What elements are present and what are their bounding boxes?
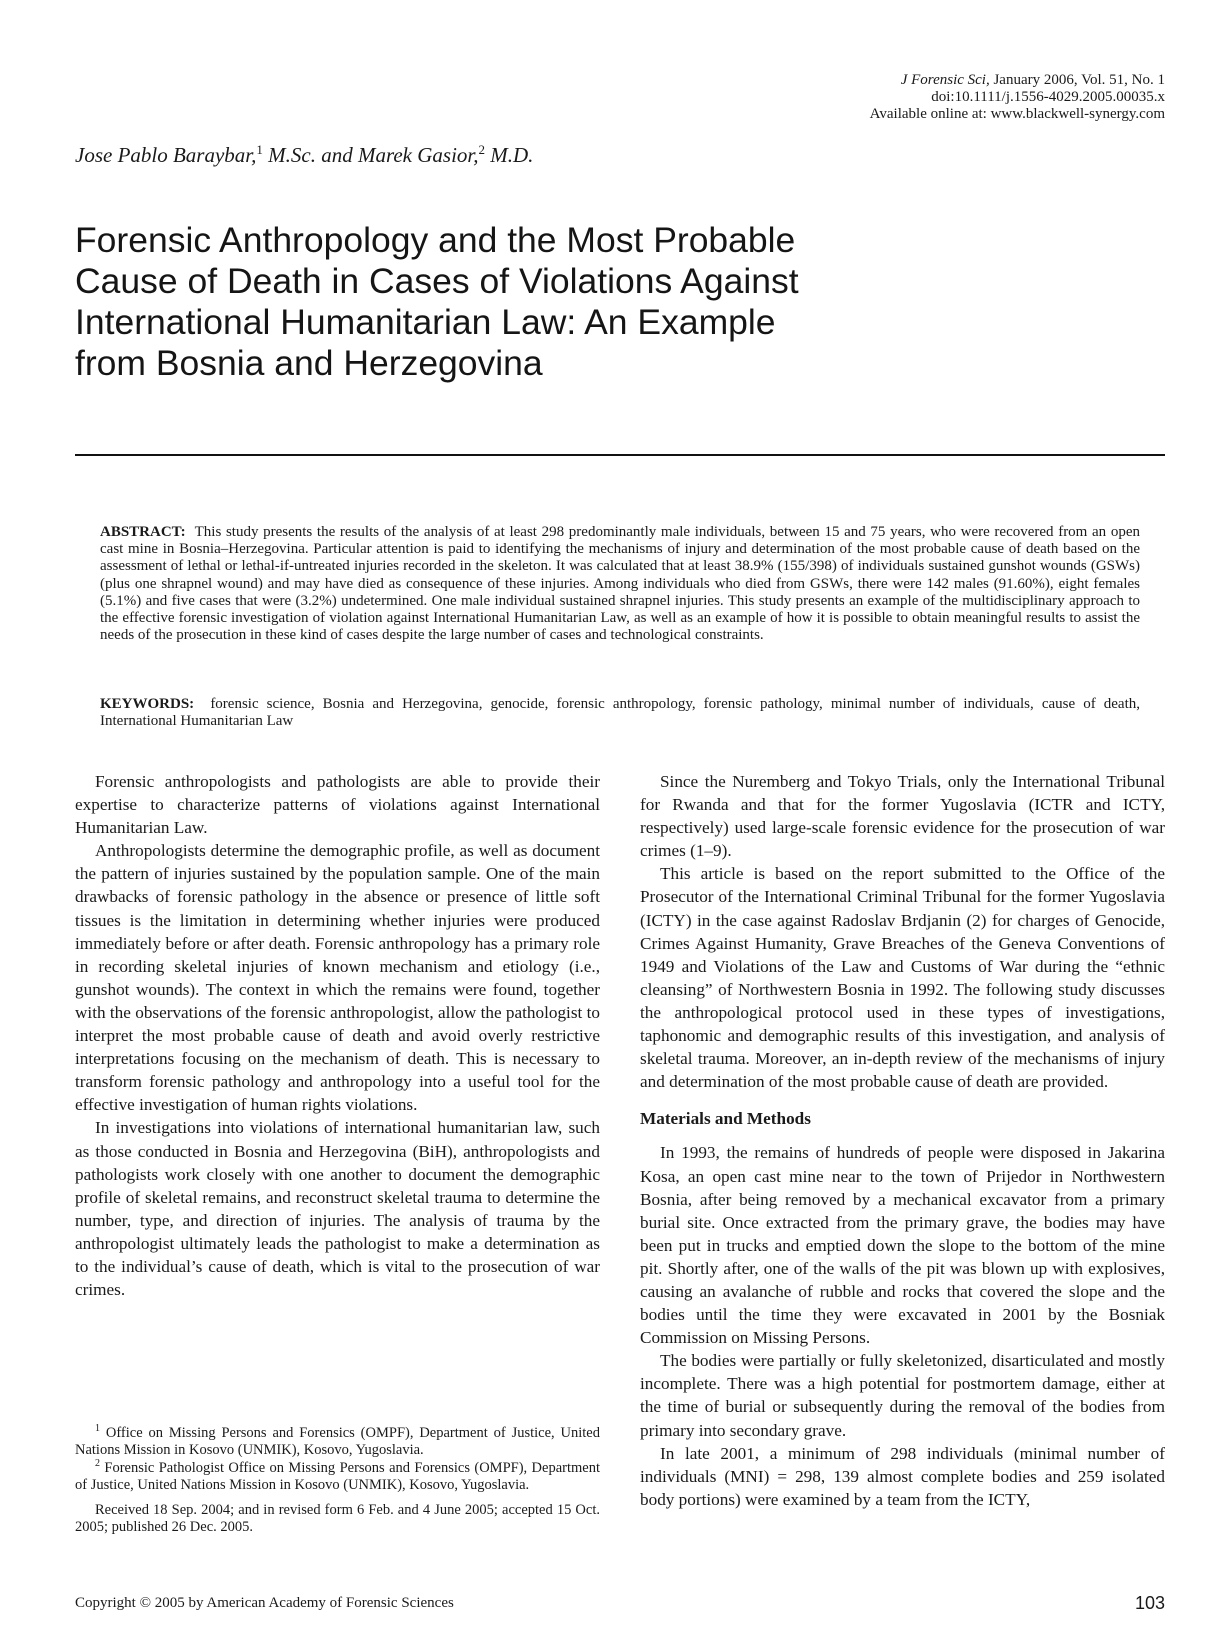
body-paragraph: In 1993, the remains of hundreds of people were disposed in Jakarina Kosa, an open cast mine near to the town of Prijedor in Northwestern Bosnia, after being removed by a mechanical excavator from a primary burial site. Once extracted from the primary grave, the bodies may have been put in trucks and emptied down the slope to the bottom of the mine pit. Shortly after, one of the walls of the pit was blown up with explosives, causing an avalanche of rubble and rocks that covered the slope and the bodies until the time they were excavated in 2001 by the Bosniak Commission on Missing Persons. bbox=[640, 1143, 1165, 1348]
keywords-label: KEYWORDS: bbox=[100, 696, 195, 712]
copyright-notice: Copyright © 2005 by American Academy of Forensic Sciences bbox=[75, 1595, 454, 1611]
author-1-degree: M.Sc. and Marek Gasior, bbox=[262, 143, 479, 167]
journal-availability: Available online at: www.blackwell-synergy.com bbox=[869, 106, 1165, 122]
footnotes bbox=[75, 1425, 600, 1537]
author-1-affiliation-mark: 1 bbox=[256, 142, 263, 157]
title-line: from Bosnia and Herzegovina bbox=[75, 343, 543, 383]
body-paragraph: The bodies were partially or fully skeletonized, disarticulated and mostly incomplete. There was a high potential for postmortem damage, either at the time of burial or subsequently during the removal of the bodies from primary into secondary grave. bbox=[640, 1351, 1165, 1440]
journal-header bbox=[665, 72, 1165, 123]
author-2-degree: M.D. bbox=[485, 143, 534, 167]
abstract-text: This study presents the results of the analysis of at least 298 predominantly male individuals, between 15 and 75 years, who were recovered from an open cast mine in Bosnia–Herzegovina. Particular attention is paid to identifying the mechanisms of injury and determination of the most probable cause of death based on the assessment of lethal or lethal-if-untreated injuries recorded in the skeleton. It was calculated that at least 38.9% (155/398) of individuals sustained gunshot wounds (GSWs) (plus one shrapnel wound) and may have died as consequence of these injuries. Among individuals who died from GSWs, there were 142 males (91.60%), eight females (5.1%) and five cases that were (3.2%) undetermined. One male individual sustained shrapnel injuries. This study presents an example of the multidisciplinary approach to the effective forensic investigation of violation against International Humanitarian Law, as well as an example of how it is possible to obtain meaningful results to assist the needs of the prosecution in these kind of cases despite the large number of cases and technological constraints. bbox=[100, 524, 1140, 644]
section-heading-materials-methods: Materials and Methods bbox=[640, 1109, 811, 1129]
body-paragraph: Anthropologists determine the demographic profile, as well as document the pattern of injuries sustained by the population sample. One of the main drawbacks of forensic pathology in the absence or presence of little soft tissues is the limitation in determining whether injuries were produced immediately before or after death. Forensic anthropology has a primary role in recording skeletal injuries of known mechanism and etiology (i.e., gunshot wounds). The context in which the remains were found, together with the observations of the forensic anthropologist, allow the pathologist to interpret the most probable cause of death and avoid overly restrictive interpretations focusing on the mechanism of death. This is necessary to transform forensic pathology and anthropology into a useful tool for the effective investigation of human rights violations. bbox=[75, 841, 600, 1115]
author-line bbox=[75, 143, 533, 168]
footnote-2 bbox=[75, 1457, 600, 1495]
author-1-name: Jose Pablo Baraybar, bbox=[75, 143, 257, 167]
keywords bbox=[100, 696, 1140, 730]
title-line: International Humanitarian Law: An Example bbox=[75, 302, 776, 342]
article-title bbox=[75, 220, 935, 384]
footnote-1-mark: 1 bbox=[95, 1423, 100, 1435]
title-line: Forensic Anthropology and the Most Probable bbox=[75, 220, 796, 260]
body-paragraph: This article is based on the report submitted to the Office of the Prosecutor of the International Criminal Tribunal for the former Yugoslavia (ICTY) in the case against Radoslav Brdjanin (2) for charges of Genocide, Crimes Against Humanity, Grave Breaches of the Geneva Conventions of 1949 and Violations of the Law and Customs of War during the “ethnic cleansing” of Northwestern Bosnia in 1992. The following study discusses the anthropological protocol used in these types of investigations, taphonomic and demographic results of this investigation, and analysis of skeletal trauma. Moreover, an in-depth review of the mechanisms of injury and determination of the most probable cause of death are provided. bbox=[640, 864, 1165, 1092]
journal-issue: January 2006, Vol. 51, No. 1 bbox=[989, 72, 1165, 88]
footnote-1-text: Office on Missing Persons and Forensics (OMPF), Department of Justice, United Nations Mission in Kosovo (UNMIK), Kosovo, Yugoslavia. bbox=[75, 1425, 600, 1459]
footnote-2-mark: 2 bbox=[95, 1457, 100, 1469]
journal-doi: doi:10.1111/j.1556-4029.2005.00035.x bbox=[931, 89, 1165, 105]
abstract-label: ABSTRACT: bbox=[100, 524, 186, 540]
journal-name: J Forensic Sci, bbox=[900, 72, 990, 88]
received-dates: Received 18 Sep. 2004; and in revised form 6 Feb. and 4 June 2005; accepted 15 Oct. 2005; published 26 Dec. 2005. bbox=[75, 1502, 600, 1536]
body-column-right bbox=[640, 770, 1165, 1511]
title-line: Cause of Death in Cases of Violations Against bbox=[75, 261, 799, 301]
body-paragraph: In investigations into violations of international humanitarian law, such as those conducted in Bosnia and Herzegovina (BiH), anthropologists and pathologists work closely with one another to document the demographic profile of skeletal remains, and reconstruct skeletal trauma to determine the number, type, and direction of injuries. The analysis of trauma by the anthropologist ultimately leads the pathologist to make a determination as to the individual’s cause of death, which is vital to the prosecution of war crimes. bbox=[75, 1118, 600, 1300]
page-number: 103 bbox=[1134, 1593, 1165, 1613]
footnote-1 bbox=[75, 1425, 600, 1460]
body-paragraph: Forensic anthropologists and pathologists are able to provide their expertise to characterize patterns of violations against International Humanitarian Law. bbox=[75, 772, 600, 838]
journal-citation bbox=[665, 72, 1165, 89]
abstract bbox=[100, 524, 1140, 644]
title-divider bbox=[75, 454, 1165, 456]
keywords-text: forensic science, Bosnia and Herzegovina, genocide, forensic anthropology, forensic pathology, minimal number of individuals, cause of death, International Humanitarian Law bbox=[100, 696, 1140, 730]
author-2-affiliation-mark: 2 bbox=[478, 142, 486, 157]
body-column-left bbox=[75, 770, 600, 1301]
body-paragraph: Since the Nuremberg and Tokyo Trials, only the International Tribunal for Rwanda and that for the former Yugoslavia (ICTR and ICTY, respectively) used large-scale forensic evidence for the prosecution of war crimes (1–9). bbox=[640, 772, 1165, 861]
body-paragraph: In late 2001, a minimum of 298 individuals (minimal number of individuals (MNI) = 298, 139 almost complete bodies and 259 isolated body portions) were examined by a team from the ICTY, bbox=[640, 1443, 1165, 1509]
footnote-2-text: Forensic Pathologist Office on Missing Persons and Forensics (OMPF), Department of Justice, United Nations Mission in Kosovo (UNMIK), Kosovo, Yugoslavia. bbox=[75, 1459, 600, 1493]
